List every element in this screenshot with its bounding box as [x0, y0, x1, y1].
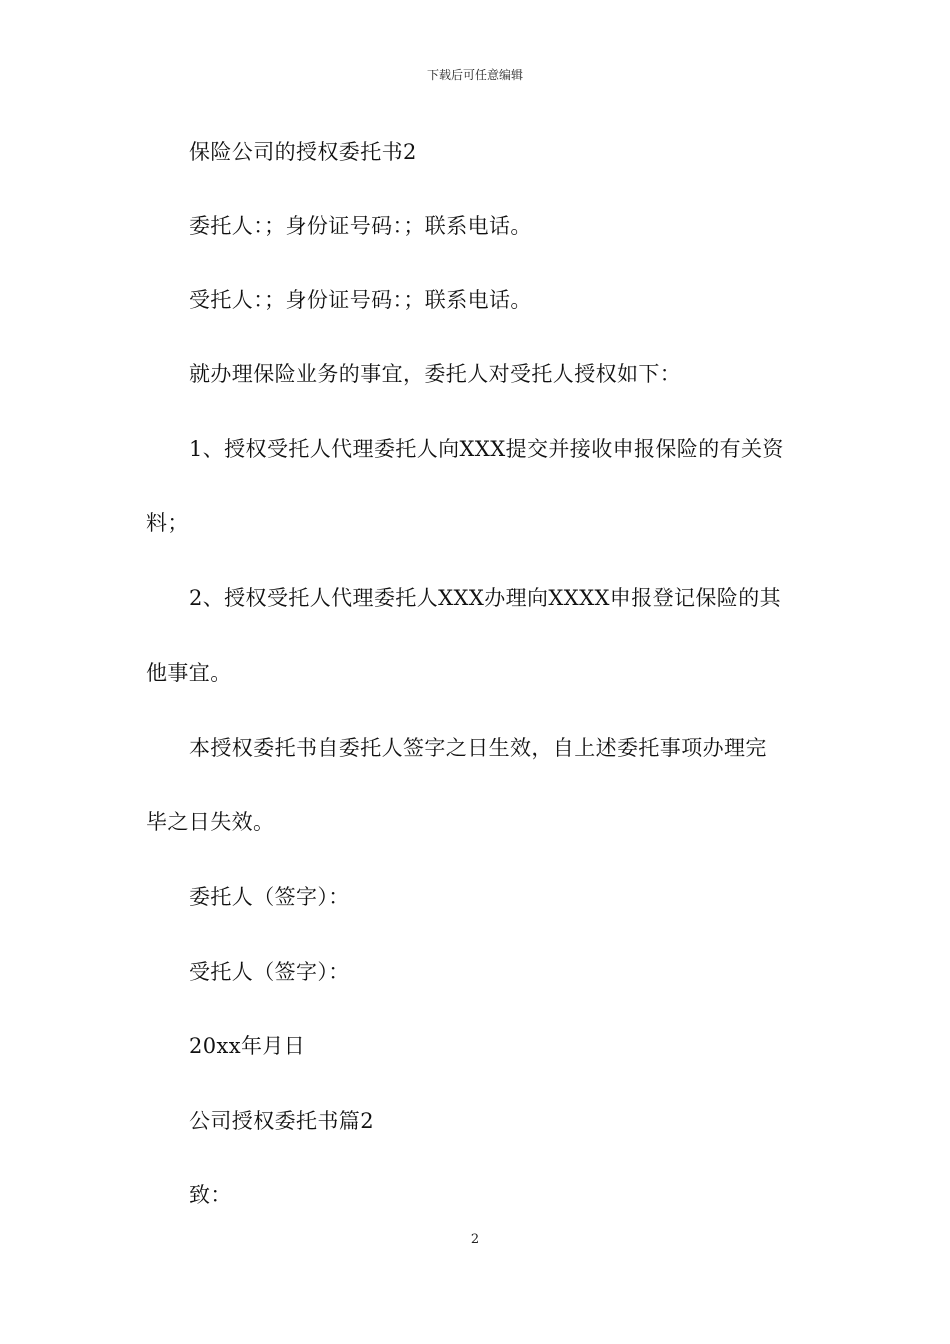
- document-title: 保险公司的授权委托书2: [189, 140, 417, 164]
- validity-line-2: 毕之日失效。: [146, 810, 275, 834]
- item-1-line-2: 料；: [146, 511, 189, 535]
- page-header: 下载后可任意编辑: [426, 68, 523, 82]
- date-line: 20xx年月日: [189, 1034, 306, 1058]
- agent-info: 受托人：；身份证号码：；联系电话。: [189, 288, 532, 312]
- page-number: 2: [470, 1232, 480, 1247]
- item-2-line-1: 2、授权受托人代理委托人XXX办理向XXXX申报登记保险的其: [189, 586, 782, 610]
- section-title: 公司授权委托书篇2: [189, 1109, 374, 1133]
- principal-signature: 委托人（签字）：: [189, 885, 350, 909]
- authorization-intro: 就办理保险业务的事宜，委托人对受托人授权如下：: [189, 362, 682, 386]
- principal-info: 委托人：；身份证号码：；联系电话。: [189, 214, 532, 238]
- item-1-line-1: 1、授权受托人代理委托人向XXX提交并接收申报保险的有关资: [189, 437, 784, 461]
- agent-signature: 受托人（签字）：: [189, 960, 350, 984]
- salutation: 致：: [189, 1183, 232, 1207]
- validity-line-1: 本授权委托书自委托人签字之日生效，自上述委托事项办理完: [189, 736, 767, 760]
- item-2-line-2: 他事宜。: [146, 661, 232, 685]
